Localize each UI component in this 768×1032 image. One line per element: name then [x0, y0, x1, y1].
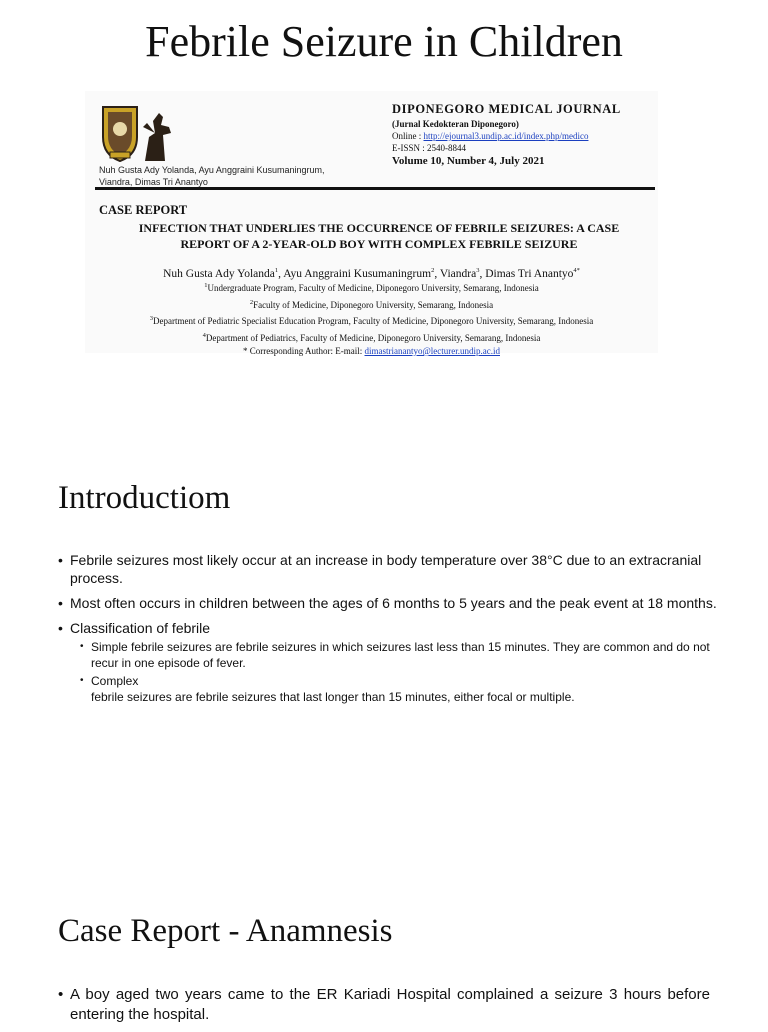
- affiliation-sup: 4: [202, 331, 206, 339]
- author-sup: 1: [274, 267, 279, 274]
- affiliation-sup: 2: [249, 298, 254, 306]
- affiliation-text: Undergraduate Program, Faculty of Medicine, Diponegoro University, Semarang, Indonesia: [207, 283, 539, 293]
- author-name: Nuh Gusta Ady Yolanda: [163, 267, 275, 280]
- introduction-heading: Introductiom: [58, 480, 231, 516]
- header-divider: [95, 187, 655, 190]
- case-report-heading: Case Report - Anamnesis: [58, 913, 393, 949]
- affiliation-text: Faculty of Medicine, Diponegoro University, Semarang, Indonesia: [253, 299, 494, 310]
- author-sup: 4*: [573, 267, 580, 274]
- corresponding-email-link[interactable]: dimastrianantyo@lecturer.undip.ac.id: [364, 346, 500, 356]
- authors-small-line: Nuh Gusta Ady Yolanda, Ayu Anggraini Kusumaningrum,: [99, 165, 325, 175]
- case-title-line: REPORT OF A 2-YEAR-OLD BOY WITH COMPLEX FEBRILE SEIZURE: [180, 237, 578, 251]
- affiliation-text: Department of Pediatrics, Faculty of Medicine, Diponegoro University, Semarang, Indonesia: [205, 332, 541, 343]
- affiliation: [99, 329, 644, 346]
- authors-small: [99, 164, 359, 188]
- bullet-item: • Most often occurs in children between the ages of 6 months to 5 years and the peak event at 18 months.: [58, 594, 718, 612]
- affiliation: [99, 296, 644, 313]
- authors-line: Nuh Gusta Ady Yolanda$^1$, Ayu Anggraini Kusumaningrum$^2$, Viandra$^3$, Dimas Tri Anantyo$^{4*}$: [163, 267, 580, 280]
- journal-eissn: E-ISSN : 2540-8844: [392, 143, 466, 153]
- case-title-line: INFECTION THAT UNDERLIES THE OCCURRENCE OF FEBRILE SEIZURES: A CASE: [138, 221, 620, 235]
- journal-volume: Volume 10, Number 4, July 2021: [392, 155, 545, 167]
- corresponding-author: [99, 345, 644, 359]
- bullet-item: • A boy aged two years came to the ER Kariadi Hospital complained a seizure 3 hours before entering the hospital.: [58, 985, 710, 1025]
- university-logo-icon: [97, 103, 181, 165]
- journal-name: DIPONEGORO MEDICAL JOURNAL: [392, 102, 621, 116]
- bullet-item: • Classification of febrile: [58, 619, 718, 637]
- journal-url-link[interactable]: http://ejournal3.undip.ac.id/index.php/medico: [423, 131, 589, 141]
- online-label: Online :: [392, 131, 424, 141]
- author-sup: 3: [476, 267, 480, 274]
- affiliation-sup: 1: [204, 282, 208, 289]
- journal-online: [392, 130, 657, 142]
- author-name: Viandra: [439, 267, 477, 280]
- journal-subtitle: (Jurnal Kedokteran Diponegoro): [392, 119, 519, 129]
- anamnesis-bullets: [58, 985, 710, 1032]
- sub-bullet-text: febrile seizures are febrile seizures that last longer than 15 minutes, either focal or multiple.: [91, 690, 575, 704]
- corresponding-label: * Corresponding Author: E-mail:: [243, 346, 365, 356]
- authors-small-line: Viandra, Dimas Tri Anantyo: [99, 177, 208, 187]
- sub-bullet-item: • Simple febrile seizures are febrile seizures in which seizures last less than 15 minutes. They are common and do not recur in one episode of fever.: [80, 639, 718, 671]
- author-sup: 2: [431, 267, 435, 274]
- introduction-bullets: [58, 551, 718, 705]
- affiliation: [99, 279, 644, 296]
- sub-bullet-item: [80, 673, 718, 705]
- affiliation-sup: 3: [149, 315, 153, 322]
- case-report-title: [99, 220, 659, 252]
- journal-header-image: [85, 91, 658, 356]
- affiliation-text: Department of Pediatric Specialist Education Program, Faculty of Medicine, Diponegoro University, Semarang, Indonesia: [152, 316, 594, 326]
- affiliations: [99, 279, 644, 359]
- author-name: Ayu Anggraini Kusumaningrum: [283, 267, 432, 280]
- affiliation: [99, 312, 644, 329]
- bullet-item: • Febrile seizures most likely occur at an increase in body temperature over 38°C due to an extracranial process.: [58, 551, 718, 587]
- journal-info: [392, 101, 657, 169]
- slide-title: Febrile Seizure in Children: [145, 17, 623, 66]
- case-report-label: CASE REPORT: [99, 203, 188, 217]
- author-name: Dimas Tri Anantyo: [485, 267, 574, 280]
- sub-bullet-label: • Complex: [91, 674, 139, 688]
